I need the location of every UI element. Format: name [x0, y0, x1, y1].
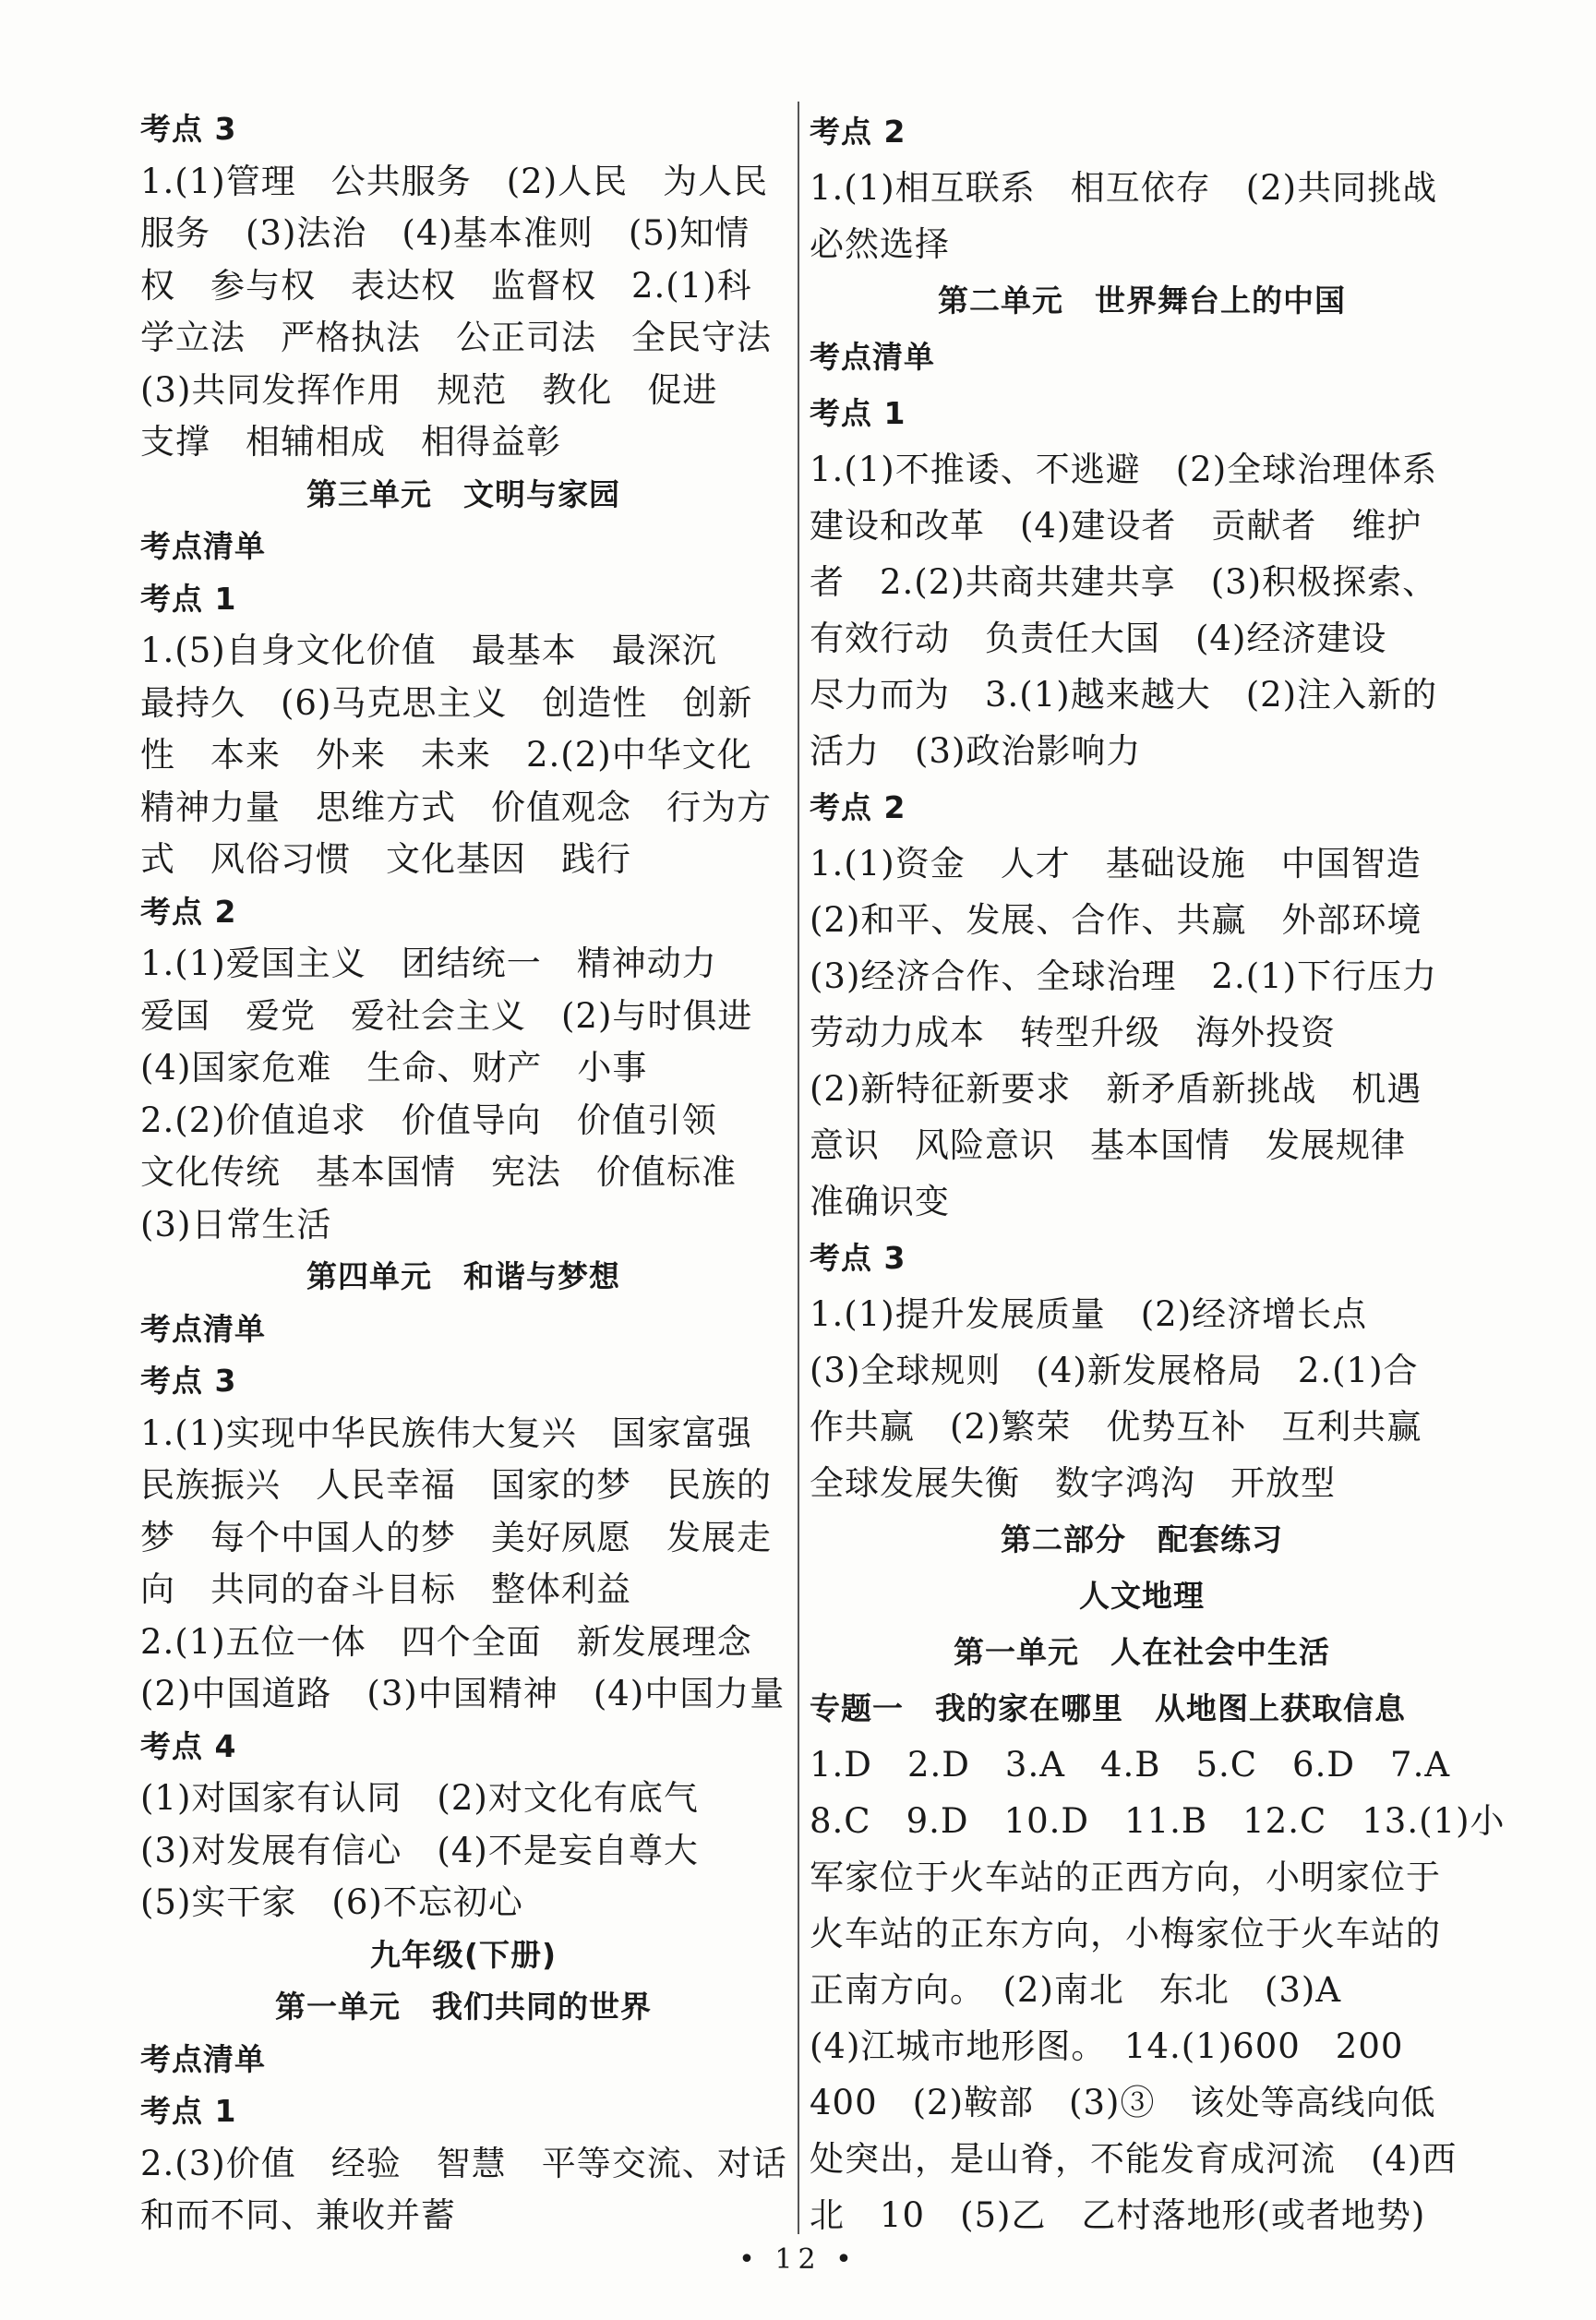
topic-heading: 考点 3	[140, 1363, 237, 1399]
answer-line: (3)全球规则 (4)新发展格局 2.(1)合	[810, 1351, 1419, 1390]
section-heading: 考点清单	[140, 1310, 266, 1347]
topic-heading: 考点 2	[140, 893, 237, 930]
answer-line: (4)国家危难 生命、财产 小事	[140, 1048, 648, 1088]
answer-line: 全球发展失衡 数字鸿沟 开放型	[810, 1463, 1336, 1503]
topic-heading: 考点 1	[810, 395, 906, 431]
section-title: 人文地理	[1079, 1578, 1205, 1614]
answer-line: 意识 风险意识 基本国情 发展规律	[810, 1125, 1406, 1165]
topic-heading: 考点 1	[140, 2093, 237, 2129]
answer-line: (3)对发展有信心 (4)不是妄自尊大	[140, 1830, 699, 1870]
answer-line: 火车站的正东方向，小梅家位于火车站的	[810, 1914, 1441, 1953]
answer-line: 梦 每个中国人的梦 美好夙愿 发展走	[140, 1517, 772, 1557]
topic-heading: 考点 2	[810, 789, 906, 825]
column-divider	[798, 102, 799, 2234]
topic-heading: 考点 3	[810, 1240, 906, 1276]
section-heading: 专题一 我的家在哪里 从地图上获取信息	[810, 1690, 1406, 1726]
answer-line: 作共赢 (2)繁荣 优势互补 互利共赢	[810, 1407, 1422, 1447]
answer-line: 1.(5)自身文化价值 最基本 最深沉	[140, 631, 717, 670]
answer-line: 1.(1)提升发展质量 (2)经济增长点	[810, 1294, 1368, 1334]
section-heading: 考点清单	[140, 2040, 266, 2077]
topic-heading: 考点 4	[140, 1727, 237, 1764]
section-title: 第一单元 人在社会中生活	[954, 1634, 1330, 1670]
answer-line: (3)共同发挥作用 规范 教化 促进	[140, 369, 718, 410]
right-column	[810, 103, 1506, 2243]
section-heading: 考点清单	[810, 339, 935, 375]
answer-line: 准确识变	[810, 1182, 950, 1221]
answer-line: (1)对国家有认同 (2)对文化有底气	[140, 1778, 699, 1818]
section-title: 第四单元 和谐与梦想	[306, 1258, 620, 1294]
left-column	[140, 103, 786, 2242]
answer-line: 活力 (3)政治影响力	[810, 731, 1142, 771]
answer-line: 2.(2)价值追求 价值导向 价值引领	[140, 1100, 717, 1140]
answer-line: 最持久 (6)马克思主义 创造性 创新	[140, 682, 753, 723]
section-title: 第一单元 我们共同的世界	[275, 1989, 652, 2025]
topic-heading: 考点 2	[810, 114, 906, 150]
answer-line: 处突出，是山脊，不能发育成河流 (4)西	[810, 2139, 1458, 2179]
section-title: 九年级(下册)	[369, 1936, 558, 1973]
section-title: 第三单元 文明与家园	[306, 475, 620, 512]
answer-line: 2.(1)五位一体 四个全面 新发展理念	[140, 1621, 752, 1662]
answer-line: 1.(1)不推诿、不逃避 (2)全球治理体系	[810, 450, 1438, 489]
answer-line: (5)实干家 (6)不忘初心	[140, 1882, 523, 1922]
answer-line: 文化传统 基本国情 宪法 价值标准	[140, 1152, 737, 1192]
section-title: 第二部分 配套练习	[1001, 1521, 1283, 1557]
answer-line: 式 风俗习惯 文化基因 践行	[140, 839, 631, 879]
answer-line: 尽力而为 3.(1)越来越大 (2)注入新的	[810, 675, 1438, 715]
topic-heading: 考点 1	[140, 580, 237, 617]
answer-line: 和而不同、兼收并蓄	[140, 2195, 456, 2235]
answer-line: 400 (2)鞍部 (3)③ 该处等高线向低	[810, 2083, 1436, 2122]
answer-line: 1.(1)爱国主义 团结统一 精神动力	[140, 944, 717, 983]
answer-line: 服务 (3)法治 (4)基本准则 (5)知情	[140, 213, 750, 253]
answer-line: 性 本来 外来 未来 2.(2)中华文化	[140, 735, 752, 775]
answer-line: 1.(1)实现中华民族伟大复兴 国家富强	[140, 1412, 752, 1453]
section-heading: 考点清单	[140, 528, 266, 564]
answer-line: 支撑 相辅相成 相得益彰	[140, 422, 561, 462]
section-title: 第二单元 世界舞台上的中国	[938, 282, 1346, 319]
answer-line: 者 2.(2)共商共建共享 (3)积极探索、	[810, 562, 1438, 602]
answer-line: 1.(1)管理 公共服务 (2)人民 为人民	[140, 161, 769, 201]
answer-line: 建设和改革 (4)建设者 贡献者 维护	[810, 506, 1422, 546]
answer-line: 劳动力成本 转型升级 海外投资	[810, 1013, 1336, 1052]
answer-line: 必然选择	[810, 224, 950, 264]
topic-heading: 考点 3	[140, 111, 237, 147]
answer-line: (2)和平、发展、合作、共赢 外部环境	[810, 900, 1422, 940]
answer-line: 学立法 严格执法 公正司法 全民守法	[140, 318, 772, 357]
answer-line: 民族振兴 人民幸福 国家的梦 民族的	[140, 1465, 772, 1505]
answer-line: (2)新特征新要求 新矛盾新挑战 机遇	[810, 1069, 1422, 1109]
answer-line: 精神力量 思维方式 价值观念 行为方	[140, 787, 772, 827]
answer-line: 正南方向。 (2)南北 东北 (3)A	[810, 1970, 1342, 2010]
answer-line: (4)江城市地形图。 14.(1)600 200	[810, 2026, 1404, 2066]
answer-line: (2)中国道路 (3)中国精神 (4)中国力量	[140, 1674, 786, 1713]
answer-line: (3)经济合作、全球治理 2.(1)下行压力	[810, 956, 1438, 996]
answer-line: 1.D 2.D 3.A 4.B 5.C 6.D 7.A	[810, 1745, 1451, 1785]
answer-line: 权 参与权 表达权 监督权 2.(1)科	[140, 265, 752, 306]
answer-line: 1.(1)资金 人才 基础设施 中国智造	[810, 844, 1422, 884]
answer-line: 1.(1)相互联系 相互依存 (2)共同挑战	[810, 168, 1438, 208]
answer-line: 北 10 (5)乙 乙村落地形(或者地势)	[810, 2195, 1426, 2235]
answer-line: 军家位于火车站的正西方向，小明家位于	[810, 1857, 1441, 1897]
answer-line: 8.C 9.D 10.D 11.B 12.C 13.(1)小	[810, 1801, 1506, 1841]
answer-line: 爱国 爱党 爱社会主义 (2)与时俱进	[140, 995, 753, 1036]
answer-line: (3)日常生活	[140, 1204, 332, 1244]
answer-line: 向 共同的奋斗目标 整体利益	[140, 1569, 631, 1609]
page-number: • 12 •	[738, 2243, 858, 2276]
answer-line: 有效行动 负责任大国 (4)经济建设	[810, 619, 1387, 658]
answer-line: 2.(3)价值 经验 智慧 平等交流、对话	[140, 2143, 787, 2183]
